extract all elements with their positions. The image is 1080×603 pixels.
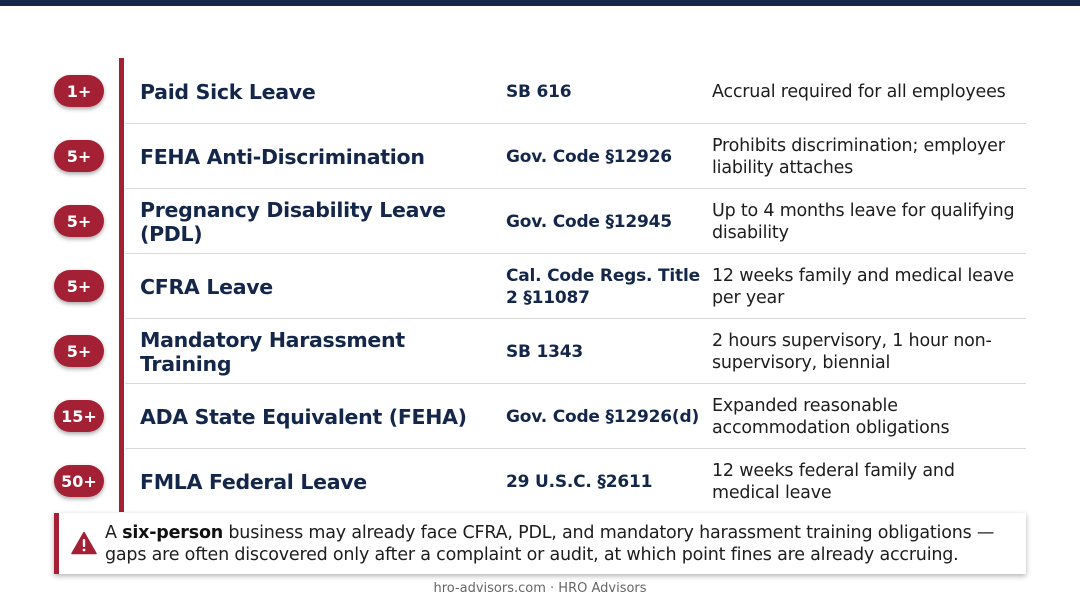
threshold-badge: 1+: [54, 75, 104, 107]
threshold-badge: 5+: [54, 140, 104, 172]
callout-prefix: A: [105, 523, 123, 543]
table-row: [0, 254, 1080, 319]
table-row: [0, 319, 1080, 384]
law-name: FEHA Anti-Discrimination: [140, 144, 425, 169]
law-description: Accrual required for all employees: [712, 81, 1006, 102]
law-description: Prohibits discrimination; employer liability attaches: [712, 135, 1005, 178]
law-name: FMLA Federal Leave: [140, 469, 367, 494]
law-name: Paid Sick Leave: [140, 79, 316, 104]
regulation-table: [0, 59, 1080, 514]
law-name: Pregnancy Disability Leave (PDL): [140, 197, 446, 246]
law-code: SB 1343: [506, 341, 584, 362]
callout-emphasis: six-person: [122, 523, 224, 543]
law-description: Up to 4 months leave for qualifying disability: [712, 200, 1015, 243]
threshold-badge: 5+: [54, 335, 104, 367]
warning-callout: [54, 513, 1026, 574]
callout-text: [105, 522, 1015, 566]
callout-body: business may already face CFRA, PDL, and mandatory harassment training obligations — gaps are often discovered only after a complaint or audit, at which point fines are already accruing.: [105, 523, 995, 565]
table-row: [0, 189, 1080, 254]
table-row: [0, 59, 1080, 124]
law-code: Gov. Code §12926: [506, 146, 672, 167]
law-description: 12 weeks federal family and medical leave: [712, 460, 955, 503]
table-row: [0, 449, 1080, 514]
warning-icon: [71, 531, 97, 555]
footer-credit: hro-advisors.com · HRO Advisors: [433, 581, 647, 596]
law-name: Mandatory Harassment Training: [140, 327, 405, 376]
law-code: Cal. Code Regs. Title 2 §11087: [506, 265, 700, 308]
law-code: 29 U.S.C. §2611: [506, 471, 653, 492]
law-name: ADA State Equivalent (FEHA): [140, 404, 467, 429]
law-code: Gov. Code §12926(d): [506, 406, 700, 427]
law-description: Expanded reasonable accommodation obligations: [712, 395, 950, 438]
law-name: CFRA Leave: [140, 274, 273, 299]
law-description: 12 weeks family and medical leave per year: [712, 265, 1014, 308]
law-description: 2 hours supervisory, 1 hour non-supervisory, biennial: [712, 330, 992, 373]
top-accent-bar: [0, 0, 1080, 6]
law-code: SB 616: [506, 81, 572, 102]
law-code: Gov. Code §12945: [506, 211, 672, 232]
threshold-badge: 5+: [54, 205, 104, 237]
table-row: [0, 124, 1080, 189]
threshold-badge: 50+: [54, 465, 104, 497]
threshold-badge: 15+: [54, 400, 104, 432]
threshold-badge: 5+: [54, 270, 104, 302]
table-row: [0, 384, 1080, 449]
